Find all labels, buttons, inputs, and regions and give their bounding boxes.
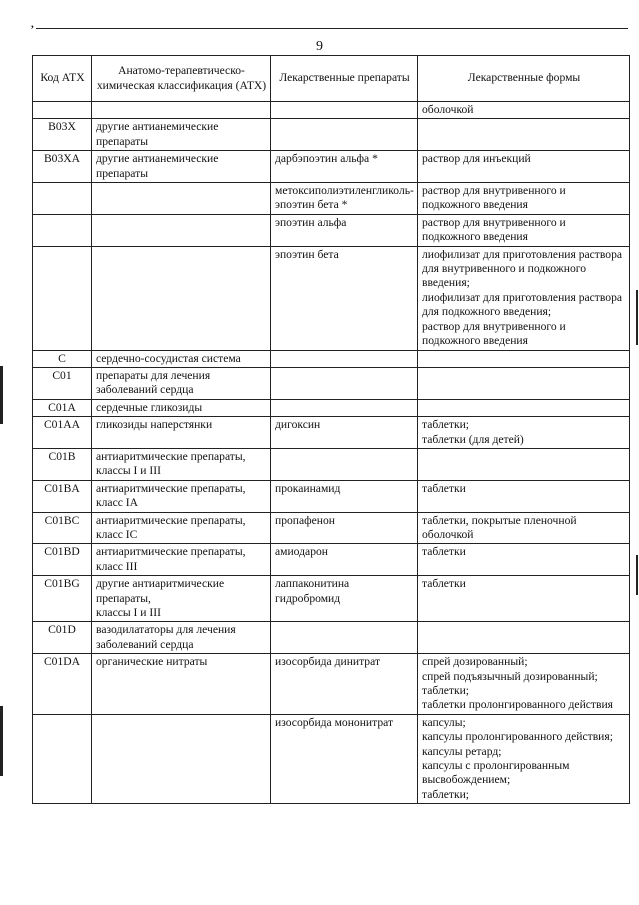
atc-code-cell: C01D — [33, 622, 92, 654]
dosage-form-cell: таблетки; таблетки (для детей) — [418, 417, 630, 449]
table-row — [33, 448, 630, 480]
table-row — [33, 544, 630, 576]
drug-cell: дигоксин — [271, 417, 418, 449]
drug-cell: изосорбида динитрат — [271, 654, 418, 715]
atc-code-cell — [33, 183, 92, 215]
header-forms: Лекарственные формы — [418, 56, 630, 102]
drug-cell: эпоэтин бета — [271, 246, 418, 350]
table-row — [33, 622, 630, 654]
atc-code-cell: C — [33, 350, 92, 367]
atc-code-cell: B03X — [33, 119, 92, 151]
classification-cell: антиаритмические препараты, класс III — [92, 544, 271, 576]
classification-cell — [92, 183, 271, 215]
header-code: Код АТХ — [33, 56, 92, 102]
table-row — [33, 246, 630, 350]
table-row — [33, 367, 630, 399]
classification-cell: гликозиды наперстянки — [92, 417, 271, 449]
drug-cell: амиодарон — [271, 544, 418, 576]
header-rule — [36, 28, 628, 29]
drug-cell: изосорбида мононитрат — [271, 714, 418, 803]
classification-cell: препараты для лечения заболеваний сердца — [92, 367, 271, 399]
classification-cell — [92, 214, 271, 246]
classification-cell: сердечные гликозиды — [92, 399, 271, 416]
margin-mark — [636, 290, 638, 345]
header-drugs: Лекарственные препараты — [271, 56, 418, 102]
table-row — [33, 399, 630, 416]
dosage-form-cell — [418, 448, 630, 480]
dosage-form-cell — [418, 399, 630, 416]
drug-cell: лаппаконитина гидробромид — [271, 576, 418, 622]
atc-code-cell: C01BA — [33, 480, 92, 512]
atc-code-cell: C01 — [33, 367, 92, 399]
table-row — [33, 102, 630, 119]
drug-cell: эпоэтин альфа — [271, 214, 418, 246]
table-row — [33, 119, 630, 151]
table-row — [33, 350, 630, 367]
atc-code-cell — [33, 214, 92, 246]
atc-code-cell: C01A — [33, 399, 92, 416]
classification-cell: антиаритмические препараты, класс IC — [92, 512, 271, 544]
drug-cell — [271, 102, 418, 119]
dosage-form-cell: раствор для внутривенного и подкожного введения — [418, 183, 630, 215]
atc-code-cell: C01BC — [33, 512, 92, 544]
table-header-row — [33, 56, 630, 102]
table-row — [33, 480, 630, 512]
dosage-form-cell — [418, 367, 630, 399]
table-row — [33, 512, 630, 544]
classification-cell: органические нитраты — [92, 654, 271, 715]
atc-code-cell: C01B — [33, 448, 92, 480]
margin-mark — [0, 366, 3, 424]
drug-cell — [271, 448, 418, 480]
atc-code-cell: B03XA — [33, 151, 92, 183]
classification-cell: вазодилататоры для лечения заболеваний сердца — [92, 622, 271, 654]
classification-cell — [92, 102, 271, 119]
table-row — [33, 183, 630, 215]
drug-cell: прокаинамид — [271, 480, 418, 512]
header-classification: Анатомо-терапевтическо-химическая классификация (АТХ) — [92, 56, 271, 102]
table-row — [33, 214, 630, 246]
drug-cell — [271, 350, 418, 367]
table-row — [33, 654, 630, 715]
dosage-form-cell: таблетки, покрытые пленочной оболочкой — [418, 512, 630, 544]
dosage-form-cell — [418, 350, 630, 367]
classification-cell: другие антиаритмические препараты, классы I и III — [92, 576, 271, 622]
classification-cell: антиаритмические препараты, классы I и III — [92, 448, 271, 480]
atc-code-cell — [33, 102, 92, 119]
classification-cell — [92, 714, 271, 803]
dosage-form-cell: таблетки — [418, 480, 630, 512]
classification-cell: другие антианемические препараты — [92, 151, 271, 183]
margin-mark — [0, 706, 3, 776]
dosage-form-cell: раствор для внутривенного и подкожного введения — [418, 214, 630, 246]
dosage-form-cell: таблетки — [418, 576, 630, 622]
atc-code-cell: C01AA — [33, 417, 92, 449]
drug-cell — [271, 367, 418, 399]
dosage-form-cell: раствор для инъекций — [418, 151, 630, 183]
scan-mark: , — [31, 18, 34, 30]
table-row — [33, 151, 630, 183]
drug-cell: метоксиполиэтиленгликоль- эпоэтин бета * — [271, 183, 418, 215]
atc-code-cell — [33, 246, 92, 350]
atc-drug-table — [32, 55, 629, 804]
dosage-form-cell: оболочкой — [418, 102, 630, 119]
drug-cell: дарбэпоэтин альфа * — [271, 151, 418, 183]
margin-mark — [636, 555, 638, 595]
dosage-form-cell: капсулы; капсулы пролонгированного действия; капсулы ретард; капсулы с пролонгированным высвобождением; таблетки; — [418, 714, 630, 803]
table-row — [33, 714, 630, 803]
dosage-form-cell: таблетки — [418, 544, 630, 576]
atc-code-cell — [33, 714, 92, 803]
atc-code-cell: C01BD — [33, 544, 92, 576]
classification-cell — [92, 246, 271, 350]
dosage-form-cell: спрей дозированный; спрей подъязычный дозированный; таблетки; таблетки пролонгированного действия — [418, 654, 630, 715]
drug-cell — [271, 399, 418, 416]
drug-cell — [271, 119, 418, 151]
drug-cell — [271, 622, 418, 654]
table-row — [33, 417, 630, 449]
classification-cell: антиаритмические препараты, класс IA — [92, 480, 271, 512]
classification-cell: другие антианемические препараты — [92, 119, 271, 151]
dosage-form-cell — [418, 622, 630, 654]
dosage-form-cell: лиофилизат для приготовления раствора для внутривенного и подкожного введения; лиофилизат для приготовления раствора для подкожного введения; раствор для внутривенного и подкожного введения — [418, 246, 630, 350]
table-row — [33, 576, 630, 622]
page-number: 9 — [316, 39, 323, 54]
atc-code-cell: C01BG — [33, 576, 92, 622]
atc-code-cell: C01DA — [33, 654, 92, 715]
classification-cell: сердечно-сосудистая система — [92, 350, 271, 367]
drug-cell: пропафенон — [271, 512, 418, 544]
dosage-form-cell — [418, 119, 630, 151]
